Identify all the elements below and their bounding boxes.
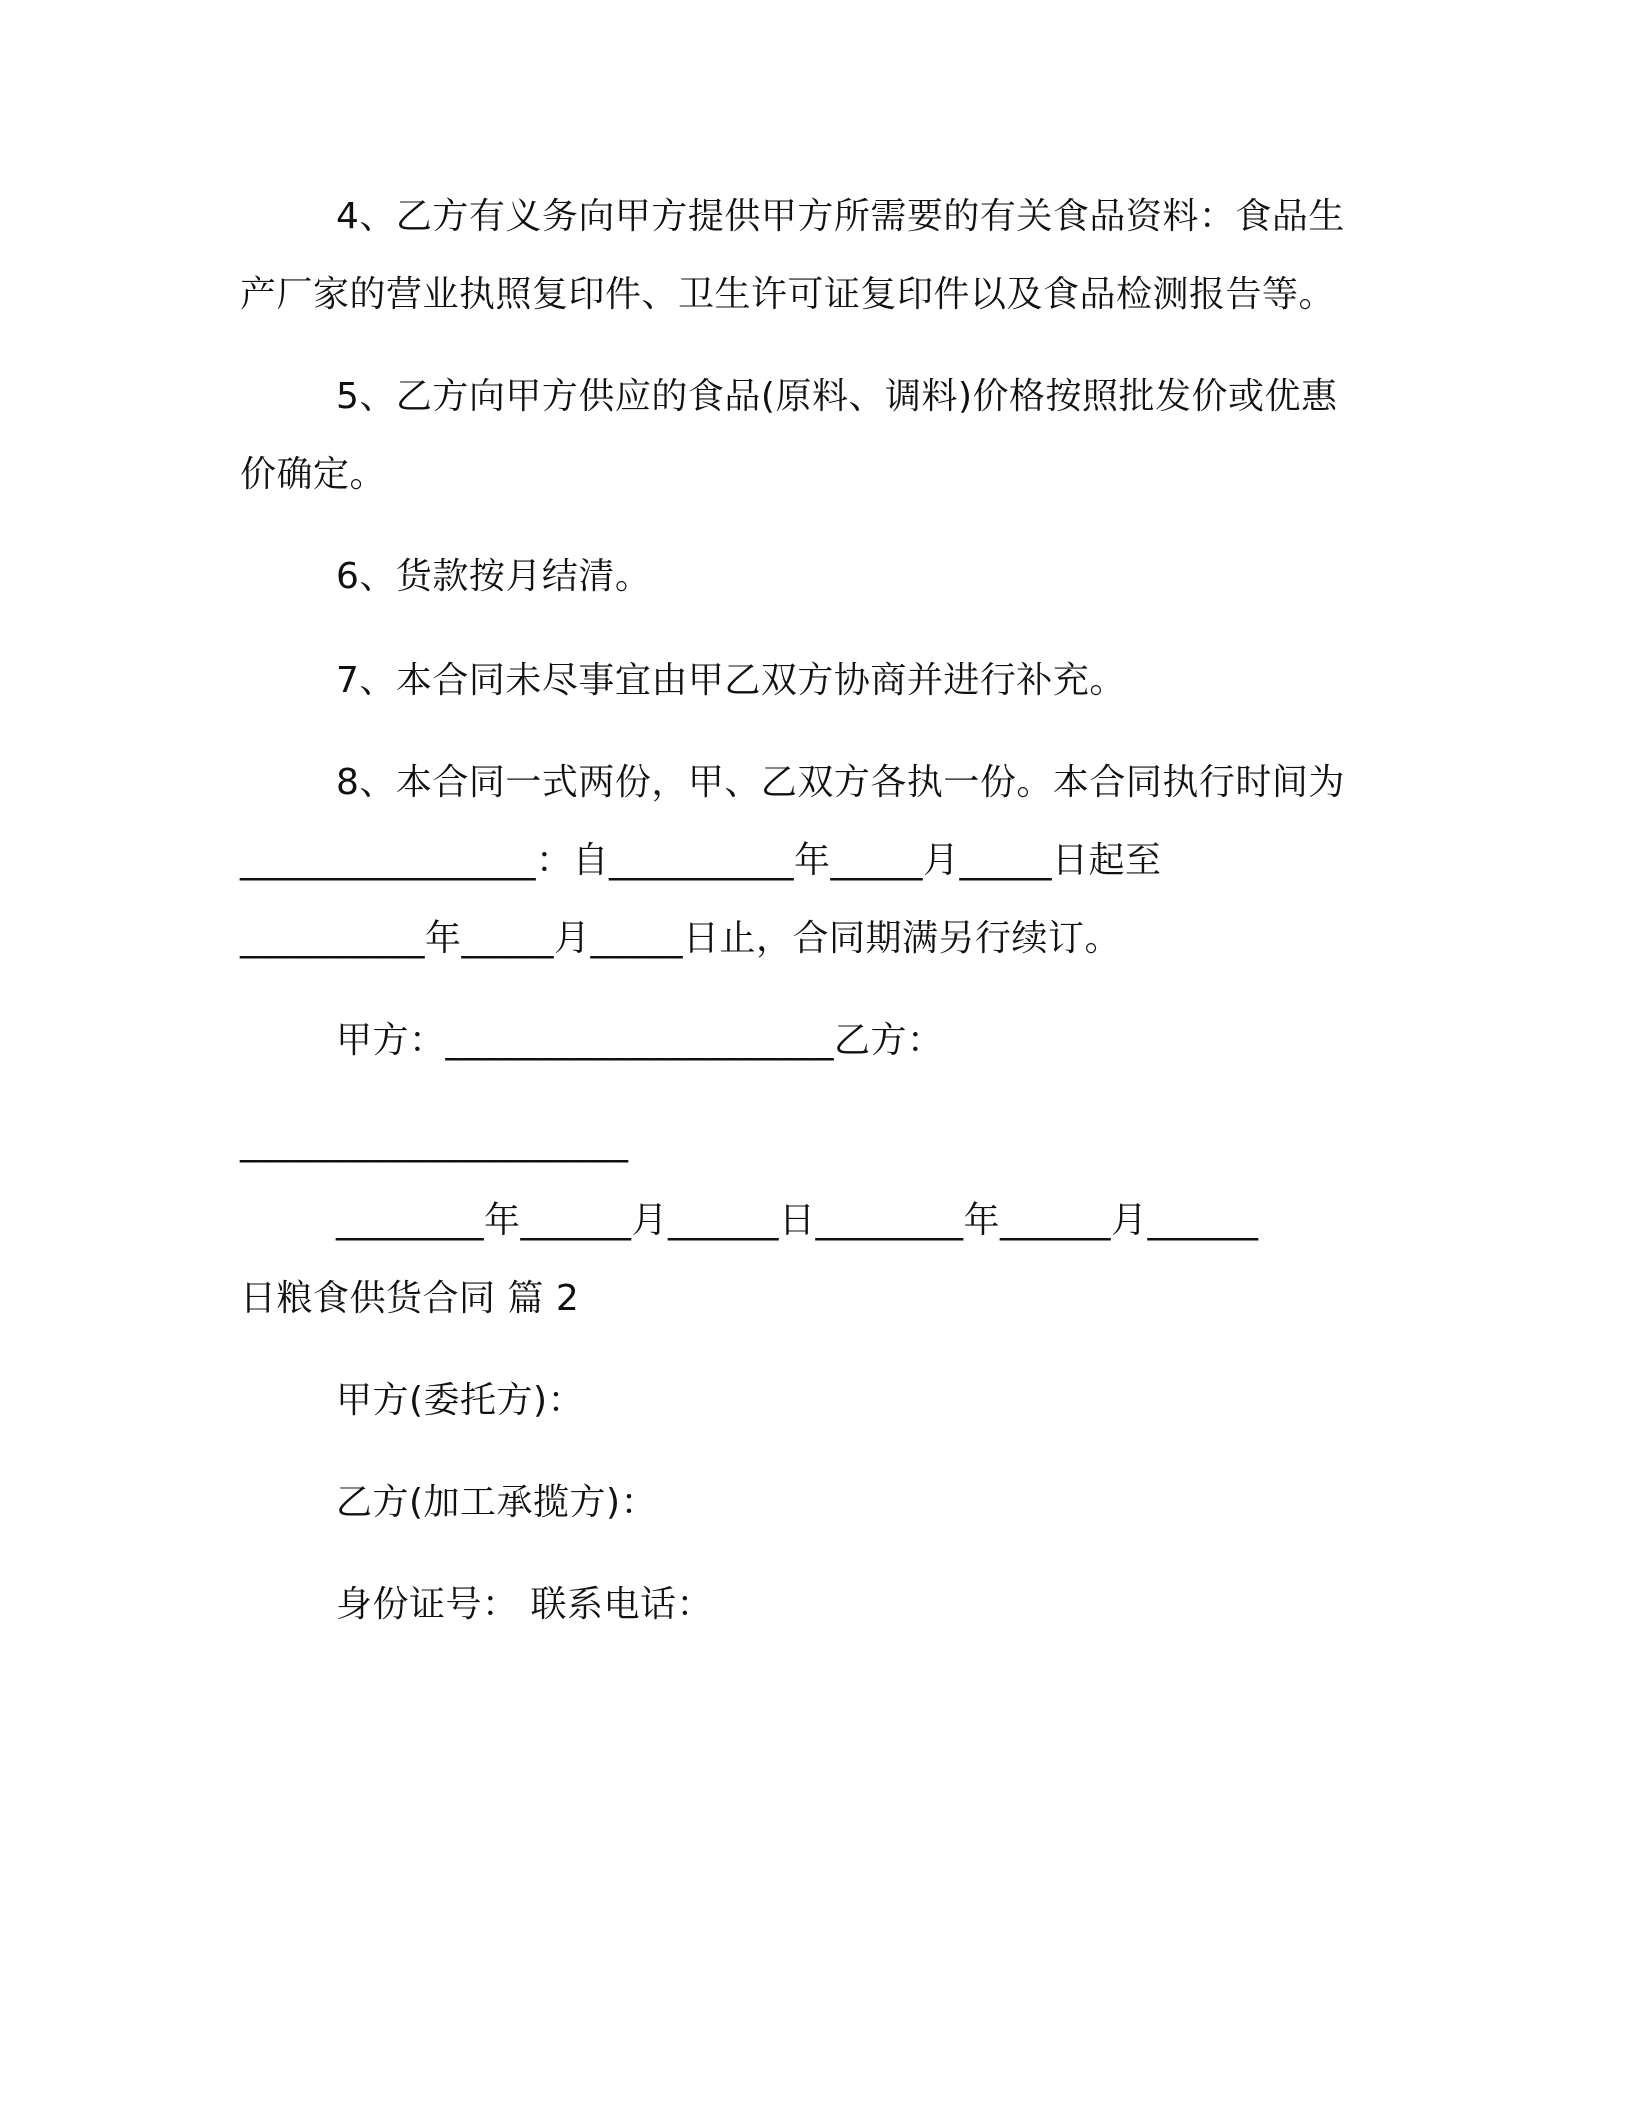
clause-5-line-1: 5、乙方向甲方供应的食品(原料、调料)价格按照批发价或优惠 [336,376,1338,417]
party-a-client-label: 甲方(委托方)： [336,1380,585,1421]
clause-5-line-2: 价确定。 [240,454,387,495]
id-phone-label: 身份证号： 联系电话： [336,1584,713,1625]
signature-party-line: 甲方：_____________________乙方： [336,1020,944,1061]
section-heading-2: 日粮食供货合同 篇 2 [240,1278,580,1319]
clause-4-line-2: 产厂家的营业执照复印件、卫生许可证复印件以及食品检测报告等。 [240,274,1336,315]
clause-4-line-1: 4、乙方有义务向甲方提供甲方所需要的有关食品资料：食品生 [336,196,1345,237]
signature-date-line: ________年______月______日________年______月______ [336,1200,1259,1241]
clause-8-line-3: __________年_____月_____日止，合同期满另行续订。 [240,918,1122,959]
party-b-processor-label: 乙方(加工承揽方)： [336,1482,658,1523]
clause-8-line-2: ________________：自__________年_____月_____日起至 [240,840,1162,881]
signature-party-b-blank: _____________________ [240,1122,629,1163]
clause-8-line-1: 8、本合同一式两份，甲、乙双方各执一份。本合同执行时间为 [336,762,1345,803]
clause-6: 6、货款按月结清。 [336,556,652,597]
clause-7: 7、本合同未尽事宜由甲乙双方协商并进行补充。 [336,660,1126,701]
